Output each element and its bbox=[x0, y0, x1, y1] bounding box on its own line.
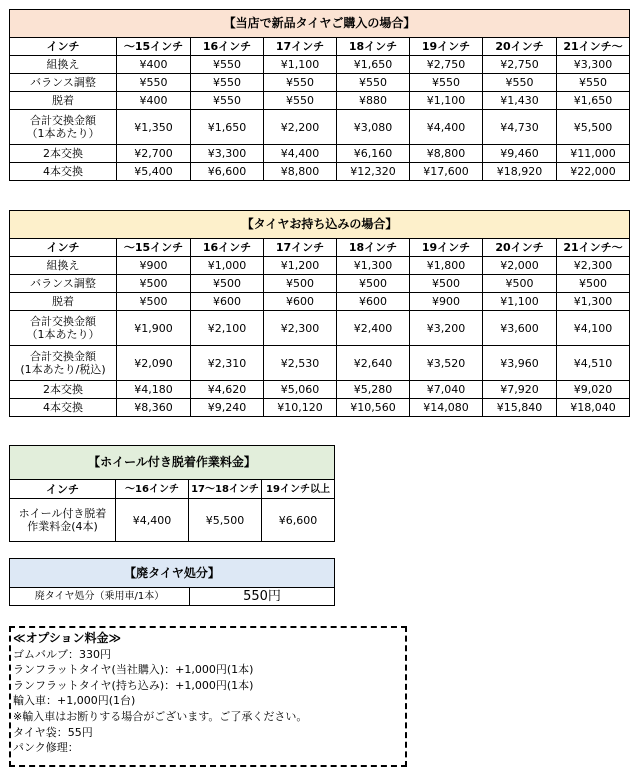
price-cell: ¥7,040 bbox=[410, 381, 483, 399]
option-line: タイヤ袋：55円 bbox=[13, 725, 93, 739]
price-cell: ¥9,240 bbox=[191, 399, 264, 417]
price-cell: ¥3,080 bbox=[337, 110, 410, 145]
header-cell: 19インチ bbox=[410, 239, 483, 257]
price-cell: 550円 bbox=[190, 588, 335, 606]
table-row bbox=[10, 275, 630, 293]
price-cell: ¥550 bbox=[337, 74, 410, 92]
price-cell: ¥11,000 bbox=[557, 145, 630, 163]
header-cell: 18インチ bbox=[337, 38, 410, 56]
bring-in-table-title: 【タイヤお持ち込みの場合】 bbox=[10, 211, 630, 239]
price-cell: ¥6,600 bbox=[262, 499, 335, 542]
price-cell: ¥2,300 bbox=[557, 257, 630, 275]
price-cell: ¥500 bbox=[557, 275, 630, 293]
price-cell: ¥18,040 bbox=[557, 399, 630, 417]
price-cell: ¥5,400 bbox=[117, 163, 191, 181]
row-label bbox=[10, 499, 116, 542]
price-cell: ¥22,000 bbox=[557, 163, 630, 181]
price-cell: ¥2,000 bbox=[483, 257, 557, 275]
price-cell: ¥400 bbox=[117, 56, 191, 74]
price-cell: ¥600 bbox=[264, 293, 337, 311]
wheel-table-title: 【ホイール付き脱着作業料金】 bbox=[10, 446, 335, 480]
header-cell: 20インチ bbox=[483, 239, 557, 257]
row-label: 4本交換 bbox=[10, 163, 117, 181]
row-label: バランス調整 bbox=[10, 74, 117, 92]
price-cell: ¥9,020 bbox=[557, 381, 630, 399]
row-label: 2本交換 bbox=[10, 145, 117, 163]
wheel-header-row bbox=[10, 480, 335, 499]
price-cell: ¥500 bbox=[483, 275, 557, 293]
disposal-table bbox=[9, 558, 335, 606]
price-cell: ¥5,500 bbox=[557, 110, 630, 145]
bring-in-price-table bbox=[9, 210, 630, 417]
table-row bbox=[10, 110, 630, 145]
header-cell: 19インチ以上 bbox=[262, 480, 335, 499]
price-cell: ¥500 bbox=[117, 275, 191, 293]
row-label: 2本交換 bbox=[10, 381, 117, 399]
header-cell: インチ bbox=[10, 480, 116, 499]
price-cell: ¥4,180 bbox=[117, 381, 191, 399]
option-line: ※輸入車はお断りする場合がございます。ご了承ください。 bbox=[13, 709, 308, 723]
row-label-line1: 合計交換金額 bbox=[30, 114, 96, 127]
price-cell: ¥1,650 bbox=[337, 56, 410, 74]
price-cell: ¥600 bbox=[337, 293, 410, 311]
price-cell: ¥5,060 bbox=[264, 381, 337, 399]
option-line: ゴムバルブ：330円 bbox=[13, 647, 111, 661]
price-cell: ¥4,400 bbox=[264, 145, 337, 163]
price-cell: ¥18,920 bbox=[483, 163, 557, 181]
table-row bbox=[10, 92, 630, 110]
price-cell: ¥1,350 bbox=[117, 110, 191, 145]
price-cell: ¥14,080 bbox=[410, 399, 483, 417]
row-label-line2: 作業料金(4本) bbox=[27, 520, 98, 533]
price-cell: ¥500 bbox=[264, 275, 337, 293]
option-line: パンク修理： bbox=[13, 741, 79, 755]
price-cell: ¥550 bbox=[264, 92, 337, 110]
price-cell: ¥1,650 bbox=[191, 110, 264, 145]
price-cell: ¥2,090 bbox=[117, 346, 191, 381]
price-cell: ¥500 bbox=[117, 293, 191, 311]
price-cell: ¥4,510 bbox=[557, 346, 630, 381]
price-cell: ¥400 bbox=[117, 92, 191, 110]
price-cell: ¥15,840 bbox=[483, 399, 557, 417]
price-cell: ¥2,750 bbox=[410, 56, 483, 74]
price-cell: ¥550 bbox=[557, 74, 630, 92]
price-cell: ¥1,000 bbox=[191, 257, 264, 275]
price-cell: ¥3,300 bbox=[557, 56, 630, 74]
disposal-table-title: 【廃タイヤ処分】 bbox=[10, 559, 335, 588]
bring-in-header-row bbox=[10, 239, 630, 257]
purchase-table-title: 【当店で新品タイヤご購入の場合】 bbox=[10, 10, 630, 38]
options-box bbox=[9, 626, 407, 767]
price-cell: ¥2,640 bbox=[337, 346, 410, 381]
price-cell: ¥550 bbox=[191, 74, 264, 92]
option-line: ランフラットタイヤ(持ち込み)：+1,000円(1本) bbox=[13, 678, 254, 692]
price-cell: ¥4,620 bbox=[191, 381, 264, 399]
price-cell: ¥2,530 bbox=[264, 346, 337, 381]
header-cell: 17インチ bbox=[264, 239, 337, 257]
price-cell: ¥1,900 bbox=[117, 311, 191, 346]
row-label-line1: 合計交換金額 bbox=[30, 315, 96, 328]
table-row bbox=[10, 311, 630, 346]
price-cell: ¥7,920 bbox=[483, 381, 557, 399]
header-cell: 17インチ bbox=[264, 38, 337, 56]
price-cell: ¥500 bbox=[191, 275, 264, 293]
row-label-line2: （1本あたり） bbox=[26, 127, 100, 140]
table-row bbox=[10, 588, 335, 606]
price-cell: ¥3,300 bbox=[191, 145, 264, 163]
table-row bbox=[10, 346, 630, 381]
header-cell: 16インチ bbox=[191, 239, 264, 257]
options-title: ≪オプション料金≫ bbox=[13, 631, 122, 645]
price-cell: ¥8,800 bbox=[410, 145, 483, 163]
row-label bbox=[10, 311, 117, 346]
header-cell: 20インチ bbox=[483, 38, 557, 56]
price-cell: ¥550 bbox=[410, 74, 483, 92]
price-cell: ¥4,100 bbox=[557, 311, 630, 346]
price-cell: ¥4,400 bbox=[410, 110, 483, 145]
price-cell: ¥5,500 bbox=[189, 499, 262, 542]
header-cell: ～15インチ bbox=[117, 38, 191, 56]
price-cell: ¥550 bbox=[191, 92, 264, 110]
price-cell: ¥500 bbox=[337, 275, 410, 293]
price-cell: ¥2,200 bbox=[264, 110, 337, 145]
table-row bbox=[10, 163, 630, 181]
price-cell: ¥1,300 bbox=[557, 293, 630, 311]
row-label-line2: （1本あたり） bbox=[26, 328, 100, 341]
header-cell: 18インチ bbox=[337, 239, 410, 257]
price-cell: ¥2,400 bbox=[337, 311, 410, 346]
price-cell: ¥1,200 bbox=[264, 257, 337, 275]
purchase-price-table bbox=[9, 9, 630, 181]
price-cell: ¥2,300 bbox=[264, 311, 337, 346]
purchase-header-row bbox=[10, 38, 630, 56]
header-cell: インチ bbox=[10, 239, 117, 257]
price-cell: ¥12,320 bbox=[337, 163, 410, 181]
price-cell: ¥5,280 bbox=[337, 381, 410, 399]
price-cell: ¥10,120 bbox=[264, 399, 337, 417]
price-cell: ¥2,310 bbox=[191, 346, 264, 381]
header-cell: 16インチ bbox=[191, 38, 264, 56]
price-cell: ¥1,100 bbox=[410, 92, 483, 110]
price-cell: ¥600 bbox=[191, 293, 264, 311]
table-row bbox=[10, 293, 630, 311]
row-label-line1: ホイール付き脱着 bbox=[18, 507, 107, 520]
table-row bbox=[10, 499, 335, 542]
header-cell: 21インチ～ bbox=[557, 239, 630, 257]
price-cell: ¥550 bbox=[264, 74, 337, 92]
table-row bbox=[10, 56, 630, 74]
row-label: バランス調整 bbox=[10, 275, 117, 293]
price-cell: ¥8,360 bbox=[117, 399, 191, 417]
price-cell: ¥3,520 bbox=[410, 346, 483, 381]
price-cell: ¥2,700 bbox=[117, 145, 191, 163]
row-label: 脱着 bbox=[10, 293, 117, 311]
header-cell: ～15インチ bbox=[117, 239, 191, 257]
price-cell: ¥1,650 bbox=[557, 92, 630, 110]
price-cell: ¥1,100 bbox=[483, 293, 557, 311]
price-cell: ¥1,100 bbox=[264, 56, 337, 74]
price-cell: ¥2,750 bbox=[483, 56, 557, 74]
price-cell: ¥8,800 bbox=[264, 163, 337, 181]
option-line: ランフラットタイヤ(当社購入)：+1,000円(1本) bbox=[13, 663, 254, 677]
row-label bbox=[10, 110, 117, 145]
price-cell: ¥880 bbox=[337, 92, 410, 110]
row-label: 廃タイヤ処分（乗用車/1本） bbox=[10, 588, 190, 606]
row-label-line1: 合計交換金額 bbox=[30, 350, 96, 363]
price-cell: ¥900 bbox=[410, 293, 483, 311]
price-cell: ¥10,560 bbox=[337, 399, 410, 417]
price-cell: ¥4,400 bbox=[116, 499, 189, 542]
price-cell: ¥550 bbox=[191, 56, 264, 74]
row-label bbox=[10, 346, 117, 381]
header-cell: 17～18インチ bbox=[189, 480, 262, 499]
price-cell: ¥550 bbox=[117, 74, 191, 92]
table-row bbox=[10, 145, 630, 163]
table-row bbox=[10, 74, 630, 92]
row-label: 4本交換 bbox=[10, 399, 117, 417]
price-cell: ¥3,200 bbox=[410, 311, 483, 346]
price-cell: ¥1,800 bbox=[410, 257, 483, 275]
price-cell: ¥1,430 bbox=[483, 92, 557, 110]
price-cell: ¥17,600 bbox=[410, 163, 483, 181]
row-label: 組換え bbox=[10, 257, 117, 275]
price-cell: ¥2,100 bbox=[191, 311, 264, 346]
row-label-line2: (1本あたり/税込) bbox=[20, 363, 106, 376]
price-cell: ¥3,600 bbox=[483, 311, 557, 346]
header-cell: 19インチ bbox=[410, 38, 483, 56]
price-cell: ¥4,730 bbox=[483, 110, 557, 145]
row-label: 脱着 bbox=[10, 92, 117, 110]
table-row bbox=[10, 399, 630, 417]
price-cell: ¥9,460 bbox=[483, 145, 557, 163]
header-cell: 21インチ～ bbox=[557, 38, 630, 56]
price-cell: ¥900 bbox=[117, 257, 191, 275]
price-cell: ¥3,960 bbox=[483, 346, 557, 381]
header-cell: インチ bbox=[10, 38, 117, 56]
header-cell: ～16インチ bbox=[116, 480, 189, 499]
option-line: 輸入車：+1,000円(1台) bbox=[13, 694, 136, 708]
price-cell: ¥550 bbox=[483, 74, 557, 92]
wheel-fee-table bbox=[9, 445, 335, 542]
price-cell: ¥6,600 bbox=[191, 163, 264, 181]
price-cell: ¥500 bbox=[410, 275, 483, 293]
price-cell: ¥6,160 bbox=[337, 145, 410, 163]
table-row bbox=[10, 257, 630, 275]
price-cell: ¥1,300 bbox=[337, 257, 410, 275]
table-row bbox=[10, 381, 630, 399]
row-label: 組換え bbox=[10, 56, 117, 74]
